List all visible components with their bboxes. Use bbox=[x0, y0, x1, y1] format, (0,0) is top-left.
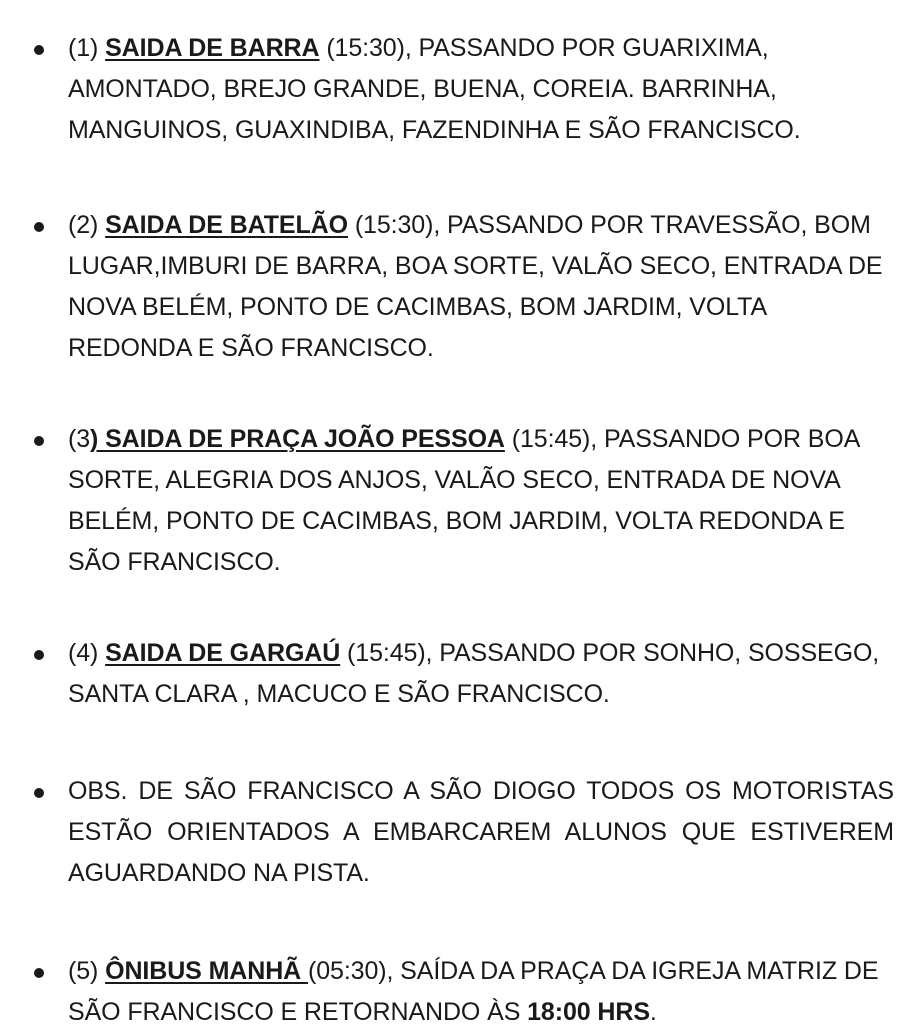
route-end: . bbox=[649, 998, 657, 1026]
bullet-icon bbox=[34, 650, 44, 660]
route-description: (05:30), SAÍDA DA PRAÇA DA IGREJA MATRIZ DE SÃO FRANCISCO E RETORNANDO ÀS bbox=[68, 957, 879, 1026]
route-description: (15:45), PASSANDO POR SONHO, SOSSEGO, SANTA CLARA , MACUCO E SÃO FRANCISCO. bbox=[68, 639, 880, 708]
route-number: (5) bbox=[68, 957, 106, 985]
route-item-1 bbox=[32, 28, 894, 151]
route-item-5 bbox=[32, 951, 894, 1033]
bullet-icon bbox=[34, 436, 44, 446]
route-item-4 bbox=[32, 633, 894, 715]
route-item-2 bbox=[32, 205, 894, 369]
route-title: SAIDA DE GARGAÚ bbox=[105, 639, 341, 667]
route-title: ) SAIDA DE PRAÇA JOÃO PESSOA bbox=[90, 425, 505, 453]
observation-item bbox=[32, 771, 894, 894]
bullet-icon bbox=[34, 968, 44, 978]
route-number: (1) bbox=[68, 34, 106, 62]
bullet-icon bbox=[34, 45, 44, 55]
route-list bbox=[32, 28, 894, 1033]
bullet-icon bbox=[34, 788, 44, 798]
observation-text: OBS. DE SÃO FRANCISCO A SÃO DIOGO TODOS OS MOTORISTAS ESTÃO ORIENTADOS A EMBARCAREM ALUNOS QUE ESTIVEREM AGUARDANDO NA PISTA. bbox=[68, 777, 894, 887]
route-item-3 bbox=[32, 419, 894, 583]
route-description: (15:30), PASSANDO POR TRAVESSÃO, BOM LUGAR,IMBURI DE BARRA, BOA SORTE, VALÃO SECO, ENTRADA DE NOVA BELÉM, PONTO DE CACIMBAS, BOM JARDIM, VOLTA REDONDA E SÃO FRANCISCO. bbox=[68, 211, 883, 362]
route-number: (4) bbox=[68, 639, 106, 667]
bullet-icon bbox=[34, 222, 44, 232]
route-description: (15:45), PASSANDO POR BOA SORTE, ALEGRIA DOS ANJOS, VALÃO SECO, ENTRADA DE NOVA BELÉM, PONTO DE CACIMBAS, BOM JARDIM, VOLTA REDONDA E SÃO FRANCISCO. bbox=[68, 425, 859, 576]
route-description: (15:30), PASSANDO POR GUARIXIMA, AMONTADO, BREJO GRANDE, BUENA, COREIA. BARRINHA, MANGUINOS, GUAXINDIBA, FAZENDINHA E SÃO FRANCISCO. bbox=[68, 34, 801, 144]
route-number: (2) bbox=[68, 211, 106, 239]
route-number: (3 bbox=[68, 425, 91, 453]
route-title: SAIDA DE BATELÃO bbox=[105, 211, 348, 239]
route-title: ÔNIBUS MANHÃ bbox=[105, 957, 308, 985]
route-title: SAIDA DE BARRA bbox=[105, 34, 320, 62]
return-time: 18:00 HRS bbox=[527, 998, 650, 1026]
